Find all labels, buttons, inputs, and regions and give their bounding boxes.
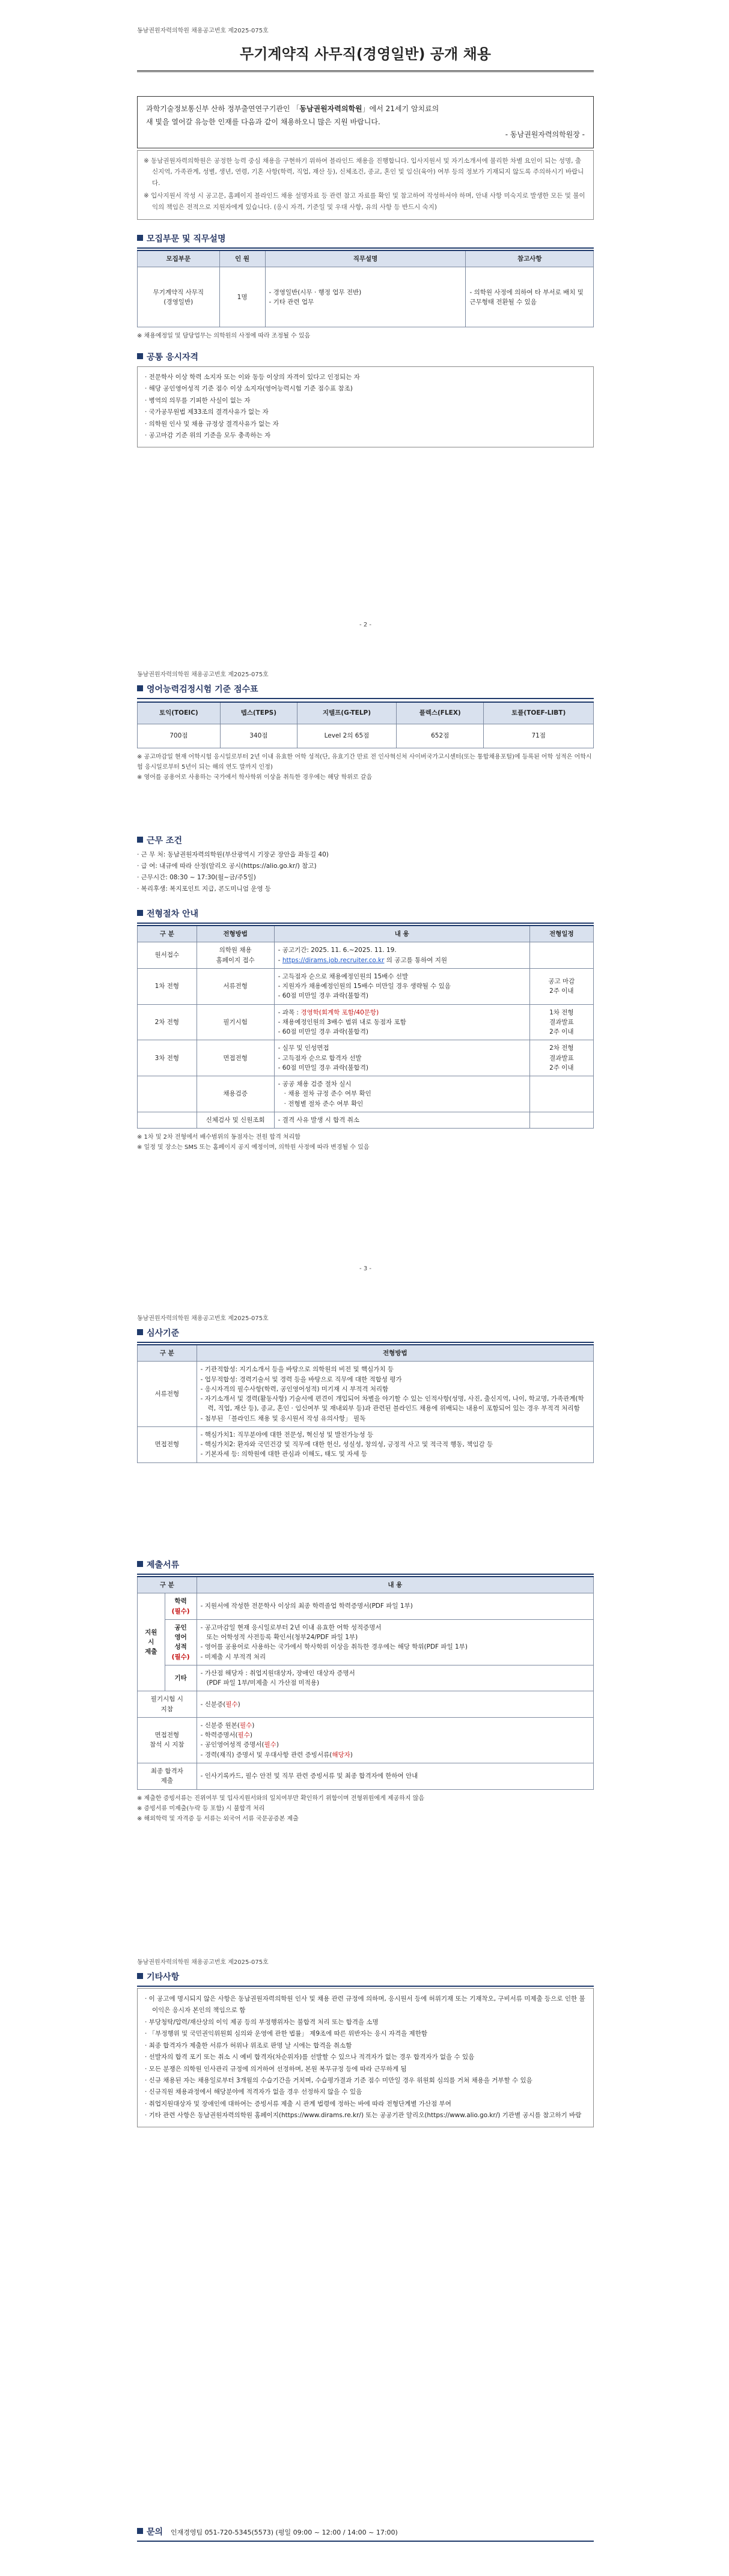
english-note: ※ 공고마감일 현재 어학시험 응시일로부터 2년 이내 유효한 어학 성적(단, 유효기간 만료 전 인사혁신처 사이버국가고시센터(또는 통합채용포털)에 등록된 어학 성적은 어학시험 응시일로부터 5년이 되는 해의 연도 말까지 인정): [137, 753, 592, 771]
table-row: 채용검증 - 공공 채용 검증 절차 실시 · 채용 절차 규정 준수 여부 확인 · 전형별 절차 준수 여부 확인: [138, 1076, 594, 1112]
section-submit-heading: 제출서류: [137, 1559, 594, 1575]
misc-item: · 기타 관련 사항은 동남권원자력의학원 홈페이지(https://www.dirams.re.kr/) 또는 공공기관 알리오(https://www.alio.go.kr/) 기관별 공시를 참고하기 바람: [145, 2112, 582, 2120]
exam-subject: 경영학(회계학 포함/40문항): [300, 1008, 379, 1016]
square-bullet-icon: [137, 1561, 143, 1567]
square-bullet-icon: [137, 1329, 143, 1335]
col-header: 플렉스(FLEX): [396, 702, 483, 724]
note-item: ※ 동남권원자력의학원은 공정한 능력 중심 채용을 구현하기 위하여 블라인드 채용을 진행합니다. 입사지원서 및 자기소개서에 불리한 차별 요인이 되는 성명, 출신지역, 가족관계, 성별, 생년, 연령, 기혼 사항(학력, 직업, 재산 등), 신체조건, 종교, 혼인 및 임신(육아) 여부 등의 정보가 기재되지 않도록 주의하시기 바랍니다.: [144, 157, 584, 187]
square-bullet-icon: [137, 685, 143, 691]
col-header: 전형일정: [529, 926, 593, 942]
contact-text: 인재경영팀 051-720-5345(5573) (평일 09:00 ~ 12:00 / 14:00 ~ 17:00): [170, 2529, 398, 2536]
table-row: 면접전형 참석 시 지참 - 신분증 원본(필수) - 학력증명서(필수) - 공인영어성적 증명서(필수) - 경력(재직) 증명서 및 우대사항 관련 증빙서류(해당자): [138, 1717, 594, 1763]
process-note: ※ 일정 및 장소는 SMS 또는 홈페이지 공지 예정이며, 의학원 사정에 따라 변경될 수 있음: [137, 1144, 370, 1151]
misc-item: · 모든 분쟁은 의학원 인사관리 규정에 의거하여 선정하며, 본원 복무규정 등에 따라 근무하게 됨: [145, 2065, 407, 2073]
section-english-heading: 영어능력검정시험 기준 점수표: [137, 683, 594, 699]
misc-item: · 최종 합격자가 제출한 서류가 허위나 위조로 판명 날 시에는 합격을 취소함: [145, 2041, 352, 2049]
misc-item: · 「부정행위 및 국민권익위원회 심의와 운영에 관한 법률」 제9조에 따른 위반자는 응시 자격을 제한함: [145, 2030, 427, 2038]
col-header: 텝스(TEPS): [220, 702, 297, 724]
section-work-heading: 근무 조건: [137, 835, 594, 848]
criteria-table: [137, 1344, 594, 1463]
work-item: · 근 무 처: 동남권원자력의학원(부산광역시 기장군 장안읍 좌동길 40): [137, 851, 329, 858]
page-2: [0, 621, 729, 1288]
page-title: 무기계약직 사무직(경영일반) 공개 채용: [137, 43, 594, 72]
recruit-table-wrap: [137, 250, 594, 341]
doc-header: 동남권원자력의학원 채용공고번호 제2025-075호: [137, 1315, 269, 1322]
page-number: - 3 -: [359, 1265, 371, 1272]
page-1: [0, 0, 729, 644]
process-table: [137, 925, 594, 1129]
misc-box: [137, 1988, 594, 2127]
table-row: 2차 전형 필기시험 - 과목 : 경영학(회계학 포함/40문항) - 채용예정인원의 3배수 범위 내로 동점자 포함 - 60점 미만일 경우 과락(불합격) 1차 전형 결과발표 2주 이내: [138, 1004, 594, 1040]
submit-note: ※ 제출한 증빙서류는 진위여부 및 입사지원서와의 일치여부만 확인하기 위함이며 전형위원에게 제공하지 않음: [137, 1795, 425, 1802]
table-row: 신체검사 및 신원조회 - 결격 사유 발생 시 합격 취소: [138, 1112, 594, 1128]
work-item: · 급 여: 내규에 따라 산정(알리오 공시(https://alio.go.kr/) 참고): [137, 862, 317, 870]
score-cell: 340점: [220, 724, 297, 748]
square-bullet-icon: [137, 910, 143, 916]
section-misc-heading: 기타사항: [137, 1971, 594, 1987]
qual-item: · 전문학사 이상 학력 소지자 또는 이와 동등 이상의 자격이 있다고 인정되는 자: [145, 374, 360, 381]
misc-item: · 취업지원대상자 및 장애인에 대하여는 증빙서류 제출 시 관계 법령에 정하는 바에 따라 전형단계별 가산점 부여: [145, 2100, 451, 2108]
doc-header: 동남권원자력의학원 채용공고번호 제2025-075호: [137, 671, 269, 678]
col-header: 내 용: [197, 1577, 593, 1593]
square-bullet-icon: [137, 235, 143, 241]
page-4: [0, 1932, 729, 2576]
col-header: 참고사항: [466, 250, 594, 267]
section-recruit-heading: 모집부문 및 직무설명: [137, 233, 594, 249]
recruit-footnote: ※ 채용예정일 및 담당업무는 의학원의 사정에 따라 조정될 수 있음: [137, 333, 311, 340]
count-cell: 1명: [219, 267, 265, 327]
square-bullet-icon: [137, 2528, 143, 2534]
table-row: 면접전형 - 핵심가치1: 직무분야에 대한 전문성, 혁신성 및 발전가능성 등 - 핵심가치2: 환자와 국민건강 및 직무에 대한 헌신, 성실성, 창의성, 긍정적 사고 및 적극적 행동, 책임감 등 - 기본자세 등: 의학원에 대한 관심과 이해도, 태도 및 자세 등: [138, 1426, 594, 1462]
table-row: 기타 - 가산점 해당자 : 취업지원대상자, 장애인 대상자 증명서 (PDF 파일 1부/미제출 시 가산점 미적용): [138, 1665, 594, 1691]
col-header: 직무설명: [265, 250, 466, 267]
submit-table: [137, 1576, 594, 1790]
intro-sign: - 동남권원자력의학원장 -: [505, 130, 585, 139]
intro-org: 동남권원자력의학원: [299, 105, 362, 113]
intro-box: [137, 96, 594, 148]
note-cell: - 의학원 사정에 의하여 타 부서로 배치 및 근무형태 전환될 수 있음: [466, 267, 594, 327]
section-process-heading: 전형절차 안내: [137, 908, 594, 924]
score-cell: 71점: [484, 724, 594, 748]
work-item: · 복리후생: 복지포인트 지급, 콘도미니엄 운영 등: [137, 885, 271, 893]
doc-header: 동남권원자력의학원 채용공고번호 제2025-075호: [137, 28, 269, 34]
col-header: 지텔프(G-TELP): [297, 702, 396, 724]
col-header: 토플(TOEF-LIBT): [484, 702, 594, 724]
table-row: 3차 전형 면접전형 - 실무 및 인성면접 - 고득점자 순으로 합격자 선발 - 60점 미만일 경우 과락(불합격) 2차 전형 결과발표 2주 이내: [138, 1040, 594, 1076]
english-table: [137, 702, 594, 748]
english-table-wrap: [137, 702, 594, 783]
duty-cell: - 경영일반(시무 · 행정 업무 전반) - 기타 관련 업무: [265, 267, 466, 327]
page-number: - 2 -: [359, 621, 371, 628]
note-item: ※ 입사지원서 작성 시 공고문, 홈페이지 블라인드 채용 설명자료 등 관련 참고 자료를 확인 및 참고하여 작성하셔야 하며, 안내 사항 미숙지로 발생한 모든 및 불이익의 책임은 전적으로 지원자에게 있습니다. (응시 자격, 기준일 및 우대 사항, 유의 사항 등 반드시 숙지): [144, 192, 585, 211]
qual-item: · 의학원 인사 및 채용 규정상 결격사유가 없는 자: [145, 420, 279, 428]
table-row: 지원 시 제출 학력 (필수) - 지원서에 작성한 전문학사 이상의 최종 학력졸업 학력증명서(PDF 파일 1부): [138, 1593, 594, 1620]
table-row: 필기시험 시 지참 - 신분증(필수): [138, 1691, 594, 1718]
doc-header: 동남권원자력의학원 채용공고번호 제2025-075호: [137, 1959, 269, 1966]
col-header: 내 용: [274, 926, 529, 942]
qual-item: · 국가공무원법 제33조의 결격사유가 없는 자: [145, 408, 269, 416]
misc-item: · 이 공고에 명시되지 않은 사항은 동남권원자력의학원 인사 및 채용 관련 규정에 의하며, 응시원서 등에 허위기재 또는 기재착오, 구비서류 미제출 등으로 인한 불이익은 응시자 본인의 책임으로 함: [145, 1995, 585, 2014]
misc-item: · 신규 채용된 자는 채용일로부터 3개월의 수습기간을 거치며, 수습평가결과 기준 점수 미만일 경우 위원회 심의를 거쳐 채용을 거부할 수 있음: [145, 2076, 532, 2084]
table-row: 1차 전형 서류전형 - 고득점자 순으로 채용예정인원의 15배수 선발 - 지원자가 채용예정인원의 15배수 미만일 경우 생략될 수 있음 - 60점 미만일 경우 과락(불합격) 공고 마감 2주 이내: [138, 968, 594, 1004]
section-criteria-heading: 심사기준: [137, 1327, 594, 1343]
col-header: 전형방법: [197, 926, 274, 942]
submit-note: ※ 해외학력 및 자격증 등 서류는 외국어 서류 국문공증본 제출: [137, 1815, 299, 1822]
square-bullet-icon: [137, 837, 143, 843]
table-row: 원서접수 의학원 채용 홈페이지 접수 - 공고기간: 2025. 11. 6.~2025. 11. 19. - https://dirams.job.recruiter.co.kr 의 공고를 통하여 지원: [138, 942, 594, 969]
intro-line1b: 」에서 21세기 암치료의: [362, 105, 439, 113]
page-3: [0, 1265, 729, 1932]
col-header: 구 분: [138, 1577, 197, 1593]
col-header: 모집부문: [138, 250, 220, 267]
score-cell: 700점: [138, 724, 221, 748]
qual-item: · 해당 공인영어성적 기준 점수 이상 소지자(영어능력시험 기준 점수표 참조): [145, 385, 353, 393]
score-cell: 652점: [396, 724, 483, 748]
table-row: 최종 합격자 제출 - 인사기록카드, 필수 안전 및 직무 관련 증빙서류 및 최종 합격자에 한하여 안내: [138, 1763, 594, 1789]
col-header: 전형방법: [197, 1345, 593, 1362]
recruit-table: [137, 250, 594, 327]
submit-table-wrap: [137, 1576, 594, 1824]
dept-cell: 무기계약직 사무직 (경영일반): [138, 267, 220, 327]
process-note: ※ 1차 및 2차 전형에서 배수범위의 동점자는 전원 합격 처리함: [137, 1134, 300, 1141]
qual-box: [137, 366, 594, 447]
qual-item: · 병역의 의무를 기피한 사실이 없는 자: [145, 396, 251, 404]
col-header: 구 분: [138, 926, 197, 942]
col-header: 구 분: [138, 1345, 197, 1362]
recruit-site-link[interactable]: https://dirams.job.recruiter.co.kr: [282, 956, 385, 964]
process-table-wrap: [137, 925, 594, 1153]
col-header: 토익(TOEIC): [138, 702, 221, 724]
misc-item: · 부당청탁/압력/재산상의 이익 제공 등의 부정행위자는 불합격 처리 또는 합격을 소명: [145, 2018, 379, 2026]
english-note: ※ 영어를 공용어로 사용하는 국가에서 학사학위 이상을 취득한 경우에는 해당 학위로 갈음: [137, 774, 373, 781]
intro-line2: 새 빛을 열어갈 유능한 인재를 다음과 같이 채용하오니 많은 지원 바랍니다.: [146, 117, 380, 126]
intro-line1a: 과학기술정보통신부 산하 정부출연연구기관인 「: [146, 105, 300, 113]
score-cell: Level 2의 65점: [297, 724, 396, 748]
criteria-table-wrap: [137, 1344, 594, 1463]
section-contact: 문의 인재경영팀 051-720-5345(5573) (평일 09:00 ~ 12:00 / 14:00 ~ 17:00): [137, 2526, 594, 2542]
qual-item: · 공고마감 기준 위의 기준을 모두 충족하는 자: [145, 432, 271, 440]
work-list: [137, 849, 594, 895]
square-bullet-icon: [137, 1973, 143, 1979]
table-row: 서류전형 - 기관적합성: 지기소개서 등을 바탕으로 의학원의 비전 및 핵심가치 등 - 업무적합성: 경력기술서 및 경력 등을 바탕으로 직무에 대한 적합성 평가 - 응시자격의 필수사항(학력, 공인영어성적) 미기재 시 부적격 처리함 - 자기소개서 및 경력(활동사항) 기술서에 편견이 개입되어 차별을 야기할 수 있는 인적사항(성명, 사진, 출신지역, 나이, 학교명, 가족관계(학력, 직업, 재산 등), 종교, 혼인 · 임신여부 및 재내외부 등)과 관련된 블라인드 채용에 위배되는 내용이 포함되어 있는 경우 부적격 처리함 - 첨부된 「블라인드 채용 및 응시원서 작성 유의사항」 필독: [138, 1362, 594, 1427]
section-qual-heading: 공통 응시자격: [137, 351, 594, 365]
work-item: · 근무시간: 08:30 ~ 17:30(월~금/주5일): [137, 873, 256, 881]
table-row: 공인 영어 성적 (필수) - 공고마감일 현재 응시일로부터 2년 이내 유효한 어학 성적증명서 또는 어학성적 사전등록 확인서(청부24/PDF 파일 1부) - 영어를 공용어로 사용하는 국가에서 학사학위 이상을 취득한 경우에는 해당 학위(PDF 파일 1부) - 미제출 시 부적격 처리: [138, 1619, 594, 1665]
square-bullet-icon: [137, 353, 143, 359]
blind-notes: [137, 150, 594, 220]
submit-note: ※ 증빙서류 미제출(누락 등 포함) 시 불합격 처리: [137, 1805, 265, 1812]
misc-item: · 신규직원 채용과정에서 해당분야에 적격자가 없을 경우 선정하지 않을 수 있음: [145, 2088, 362, 2096]
col-header: 인 원: [219, 250, 265, 267]
misc-item: · 선발자의 합격 포기 또는 취소 시 예비 합격자(차순위자)를 선발할 수 있으나 적격자가 없는 경우 합격자가 없을 수 있음: [145, 2053, 475, 2061]
